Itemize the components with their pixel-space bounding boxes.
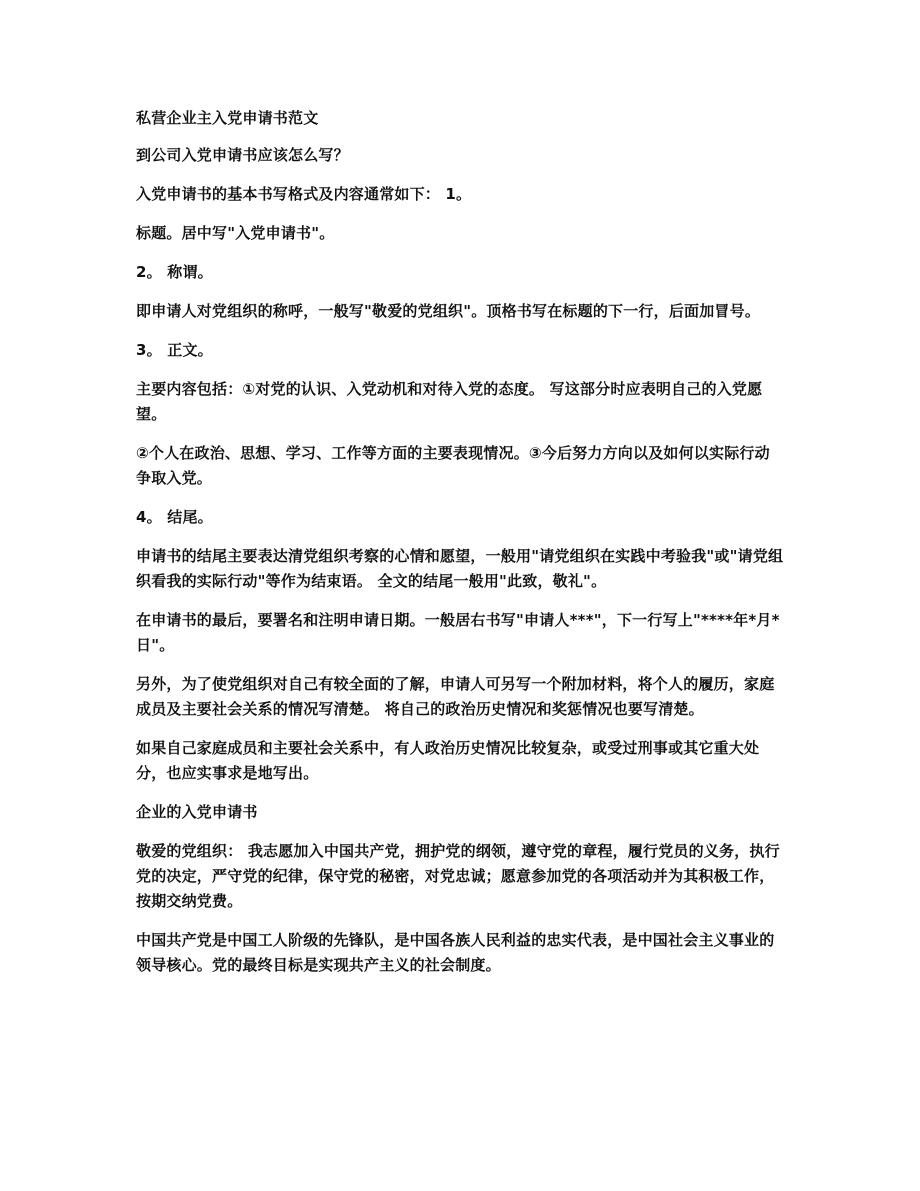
document-title: 私营企业主入党申请书范文	[136, 109, 319, 127]
paragraph: 敬爱的党组织： 我志愿加入中国共产党，拥护党的纲领，遵守党的章程，履行党员的义务，执行党的决定，严守党的纪律，保守党的秘密，对党忠诚；愿意参加党的各项活动并为其积极工作，按期交纳党费。	[136, 842, 780, 910]
paragraph: 申请书的结尾主要表达清党组织考察的心情和愿望，一般用"请党组织在实践中考验我"或"请党组织看我的实际行动"等作为结束语。 全文的结尾一般用"此致，敬礼"。	[136, 547, 784, 590]
paragraph: 2。 称谓。	[136, 263, 213, 281]
paragraph: 主要内容包括：①对党的认识、入党动机和对待入党的态度。 写这部分时应表明自己的入党愿望。	[136, 380, 763, 423]
paragraph: 标题。居中写"入党申请书"。	[136, 224, 335, 242]
document-page	[136, 106, 784, 992]
paragraph: 即申请人对党组织的称呼，一般写"敬爱的党组织"。顶格书写在标题的下一行，后面加冒号。	[136, 302, 761, 320]
paragraph: 另外，为了使党组织对自己有较全面的了解，申请人可另写一个附加材料，将个人的履历，家庭成员及主要社会关系的情况写清楚。 将自己的政治历史情况和奖惩情况也要写清楚。	[136, 675, 775, 718]
paragraph: 企业的入党申请书	[136, 803, 258, 821]
paragraph: 如果自己家庭成员和主要社会关系中，有人政治历史情况比较复杂，或受过刑事或其它重大处分，也应实事求是地写出。	[136, 739, 760, 782]
paragraph: 到公司入党申请书应该怎么写？	[136, 146, 349, 164]
paragraph: 3。 正文。	[136, 341, 213, 359]
paragraph: 中国共产党是中国工人阶级的先锋队，是中国各族人民利益的忠实代表，是中国社会主义事业的领导核心。党的最终目标是实现共产主义的社会制度。	[136, 931, 775, 974]
paragraph: ②个人在政治、思想、学习、工作等方面的主要表现情况。③今后努力方向以及如何以实际行动争取入党。	[136, 444, 770, 487]
paragraph: 入党申请书的基本书写格式及内容通常如下： 1。	[136, 185, 472, 203]
paragraph: 在申请书的最后，要署名和注明申请日期。一般居右书写"申请人***"，下一行写上"****年*月*日"。	[136, 611, 780, 654]
paragraph: 4。 结尾。	[136, 508, 213, 526]
